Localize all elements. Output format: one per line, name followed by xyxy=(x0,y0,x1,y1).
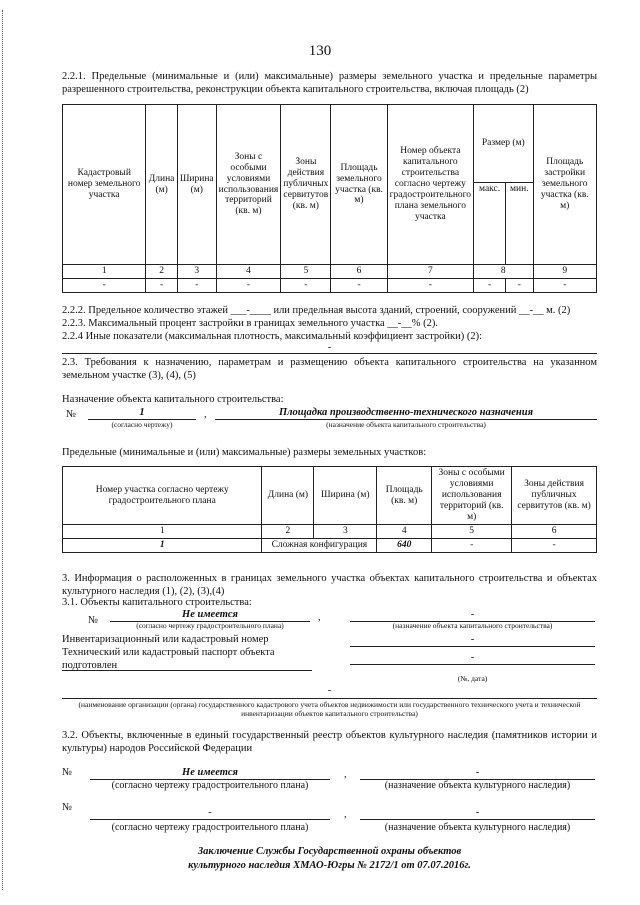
section-2-3: 2.3. Требования к назначению, параметрам и размещению объекта капитального строительства на указанном земельном участке (3), (4), (5) xyxy=(62,357,597,382)
value-cell: - xyxy=(474,279,506,293)
num-cell: 5 xyxy=(432,525,512,539)
num-cell: 6 xyxy=(512,525,597,539)
page-number: 130 xyxy=(308,43,332,59)
zones-cell: - xyxy=(432,538,512,552)
caption-org: (наименование организации (органа) государственного кадастрового учета объектов недвижимости или государственного технического учета и технической инвентаризации объектов капитального строительства) xyxy=(78,700,581,719)
num-cell: 3 xyxy=(314,525,377,539)
number-sign: № xyxy=(62,767,73,778)
servitude-cell: - xyxy=(512,538,597,552)
col-servitude: Зоны действия публичных сервитутов (кв. м) xyxy=(512,467,597,525)
value-cell: - xyxy=(63,279,146,293)
num-cell: 7 xyxy=(387,265,473,279)
num-cell: 2 xyxy=(262,525,314,539)
object-none: Не имеется xyxy=(110,608,310,622)
num-cell: 4 xyxy=(216,265,281,279)
passport-value: - xyxy=(350,651,595,665)
value-cell: - xyxy=(177,279,216,293)
col-zones: Зоны с особыми условиями использования территорий (кв. м) xyxy=(216,105,281,265)
inventory-value: - xyxy=(350,633,595,647)
dash-value: - xyxy=(327,342,332,353)
col-area: Площадь (кв. м) xyxy=(377,467,432,525)
col-length: Длина (м) xyxy=(146,105,177,265)
comma: , xyxy=(318,612,321,623)
col-servitude: Зоны действия публичных сервитутов (кв. м) xyxy=(281,105,331,265)
heritage-purpose: - xyxy=(360,766,595,780)
section-3-2: 3.2. Объекты, включенные в единый государственный реестр объектов культурного наследия (памятников истории и культуры) народов Российской Федерации xyxy=(62,730,597,755)
plot-params-table xyxy=(62,104,597,293)
caption-gpzu-3: (согласно чертежу градостроительного плана) xyxy=(111,822,309,833)
col-zones: Зоны с особыми условиями использования территорий (кв. м) xyxy=(432,467,512,525)
value-cell: - xyxy=(281,279,331,293)
area-cell: 640 xyxy=(377,538,432,552)
conclusion-line-1: Заключение Службы Государственной охраны объектов xyxy=(197,846,462,857)
caption-drawing: (согласно чертежу) xyxy=(111,420,173,429)
col-width: Ширина (м) xyxy=(314,467,377,525)
col-object-no: Номер объекта капитального строительства согласно чертежу градостроительного плана земельного участка xyxy=(387,105,473,265)
num-cell: 8 xyxy=(474,265,533,279)
inventory-label: Инвентаризационный или кадастровый номер xyxy=(62,634,269,645)
passport-underline xyxy=(62,670,312,671)
binder-edge xyxy=(2,10,11,890)
col-cadastral: Кадастровый номер земельного участка xyxy=(63,105,146,265)
number-sign: № xyxy=(62,802,73,813)
caption-gpzu-2: (согласно чертежу градостроительного плана) xyxy=(111,780,309,791)
section-3: 3. Информация о расположенных в границах земельного участка объектах капитального строительства и объектах культурного наследия (1), (2), (3),(4) xyxy=(62,573,597,598)
object-purpose: - xyxy=(350,608,595,622)
num-cell: 1 xyxy=(63,265,146,279)
heritage-2-number: - xyxy=(90,806,330,820)
plot-number-cell: 1 xyxy=(63,538,262,552)
col-length: Длина (м) xyxy=(262,467,314,525)
num-cell: 3 xyxy=(177,265,216,279)
passport-label: Технический или кадастровый паспорт объекта подготовлен xyxy=(62,647,275,672)
col-area: Площадь земельного участка (кв. м) xyxy=(331,105,387,265)
section-2-2-1: 2.2.1. Предельные (минимальные и (или) максимальные) размеры земельного участка и предельные параметры разрешенного строительства, реконструкции объекта капитального строительства, включая площадь (2) xyxy=(62,71,597,96)
col-size: Размер (м) xyxy=(474,105,533,183)
divider xyxy=(62,353,597,354)
col-size-min: мин. xyxy=(506,183,533,265)
caption-heritage: (назначение объекта культурного наследия) xyxy=(384,780,571,791)
num-cell: 5 xyxy=(281,265,331,279)
comma: , xyxy=(344,769,347,780)
limits-heading: Предельные (минимальные и (или) максимальные) размеры земельных участков: xyxy=(62,447,427,458)
org-underline xyxy=(62,698,597,699)
purpose-heading: Назначение объекта капитального строительства: xyxy=(62,394,284,405)
value-cell: - xyxy=(387,279,473,293)
comma: , xyxy=(204,409,207,420)
num-cell: 6 xyxy=(331,265,387,279)
value-cell: - xyxy=(506,279,533,293)
org-value: - xyxy=(327,685,332,696)
caption-purpose: (назначение объекта капитального строительства) xyxy=(326,420,486,429)
purpose-number: 1 xyxy=(88,406,196,420)
num-cell: 4 xyxy=(377,525,432,539)
section-3-1: 3.1. Объекты капитального строительства: xyxy=(62,597,252,608)
section-2-2-3: 2.2.3. Максимальный процент застройки в границах земельного участка __-__% (2). xyxy=(62,318,439,329)
plot-sizes-table xyxy=(62,466,597,553)
col-width: Ширина (м) xyxy=(177,105,216,265)
conclusion-line-2: культурного наследия ХМАО-Югры № 2172/1 от 07.07.2016г. xyxy=(188,860,471,871)
col-built-area: Площадь застройки земельного участка (кв. м) xyxy=(533,105,596,265)
shape-cell: Сложная конфигурация xyxy=(262,538,377,552)
value-cell: - xyxy=(216,279,281,293)
purpose-name: Площадка производственно-технического назначения xyxy=(215,406,597,420)
number-sign: № xyxy=(66,409,77,420)
heritage-none: Не имеется xyxy=(90,766,330,780)
num-cell: 2 xyxy=(146,265,177,279)
value-cell: - xyxy=(533,279,596,293)
section-2-2-4: 2.2.4 Иные показатели (максимальная плотность, максимальный коэффициент застройки) (2): xyxy=(62,331,483,342)
value-cell: - xyxy=(331,279,387,293)
num-cell: 1 xyxy=(63,525,262,539)
col-size-max: макс. xyxy=(474,183,506,265)
col-plot-no: Номер участка согласно чертежу градостроительного плана xyxy=(63,467,262,525)
section-2-2-2: 2.2.2. Предельное количество этажей ___-____ или предельная высота зданий, строений, сооружений __-__ м. (2) xyxy=(62,305,571,316)
heritage-2-purpose: - xyxy=(360,806,595,820)
number-sign: № xyxy=(88,615,99,626)
caption-object-purpose: (назначение объекта капитального строительства) xyxy=(392,621,553,630)
comma: , xyxy=(344,809,347,820)
caption-gpzu: (согласно чертежу градостроительного плана) xyxy=(136,621,284,630)
caption-heritage-2: (назначение объекта культурного наследия) xyxy=(384,822,571,833)
value-cell: - xyxy=(146,279,177,293)
caption-date: (№, дата) xyxy=(457,674,488,683)
num-cell: 9 xyxy=(533,265,596,279)
